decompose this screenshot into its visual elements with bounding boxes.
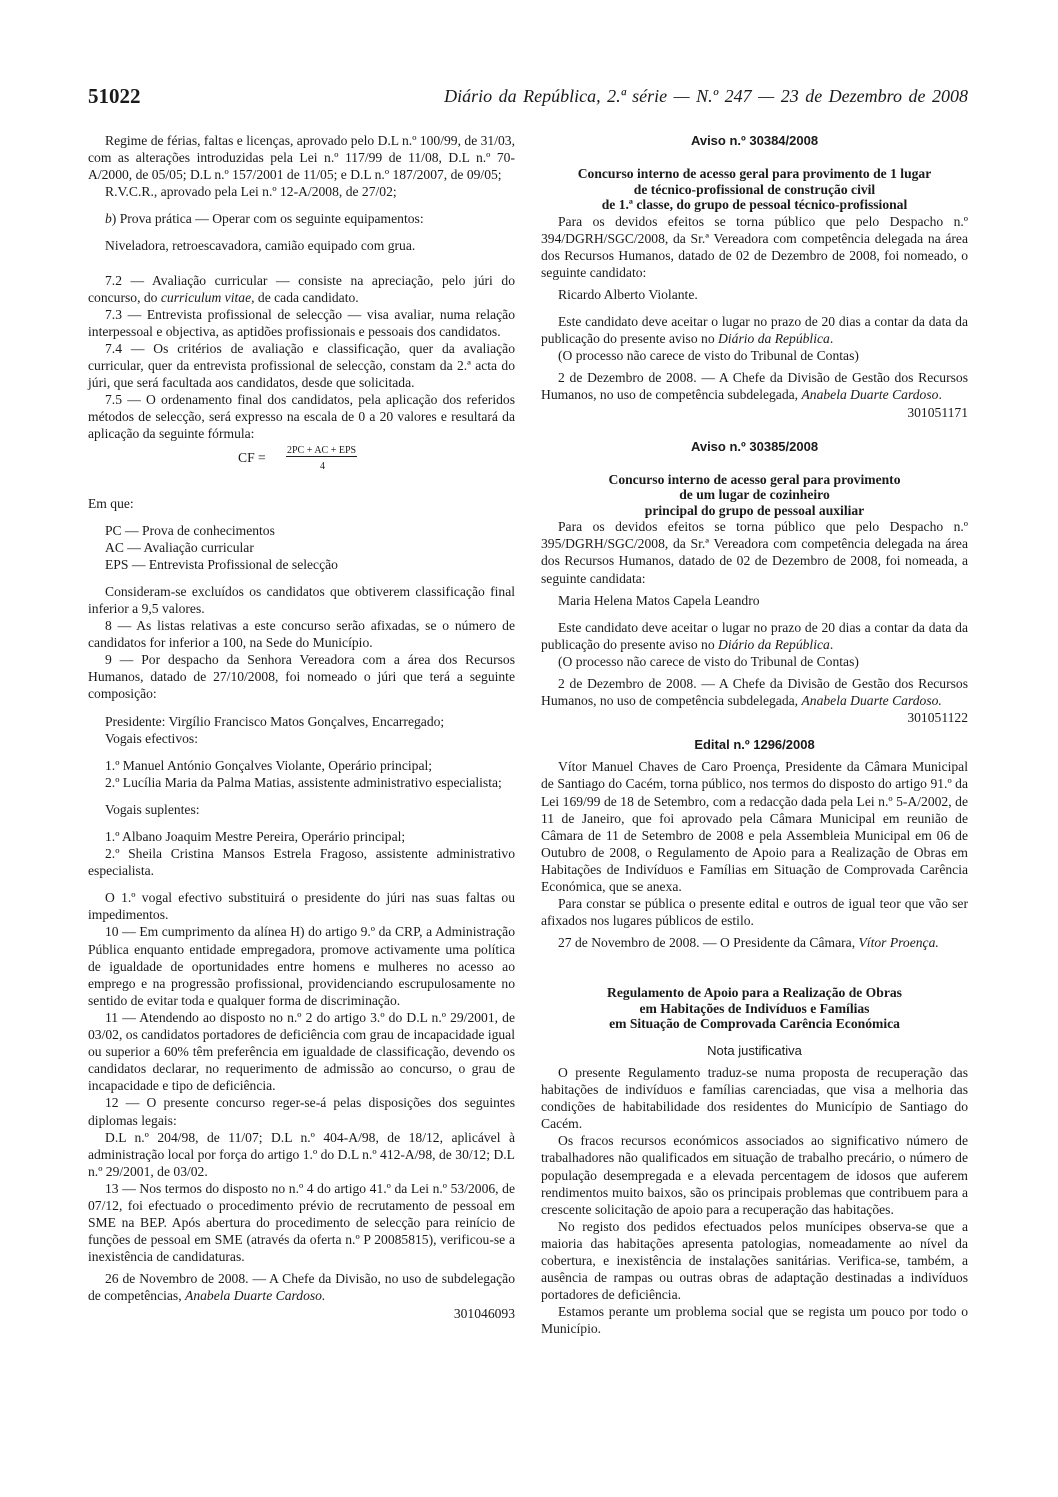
paragraph: 10 — Em cumprimento da alínea H) do artigo 9.º da CRP, a Administração Pública enquanto entidade empregadora, promove activamente uma política de igualdade de oportunidades entre homens e mulheres no acesso ao emprego e na progressão profissional, providenciando escrupulosamente no sentido de evitar toda e qualquer forma de discriminação. bbox=[88, 924, 515, 1008]
item-letter: b bbox=[105, 211, 112, 227]
paragraph: Estamos perante um problema social que se regista um pouco por todo o Município. bbox=[541, 1304, 968, 1337]
regulation-title-line: Regulamento de Apoio para a Realização de Obras bbox=[607, 985, 902, 1001]
paragraph: Para os devidos efeitos se torna público que pelo Despacho n.º 395/DGRH/SGC/2008, da Sr.ª Vereadora com competência delegada na área dos Recursos Humanos, datado de 02 de Dezembro de 2008, foi nomeada, a seguinte candidata: bbox=[541, 519, 968, 586]
aviso-title-line: Concurso interno de acesso geral para provimento de 1 lugar bbox=[577, 166, 932, 182]
aviso-heading: Aviso n.º 30384/2008 bbox=[690, 133, 819, 148]
paragraph: 11 — Atendendo ao disposto no n.º 2 do artigo 3.º do D.L n.º 29/2001, de 03/02, os candidatos portadores de deficiência com grau de incapacidade igual ou superior a 60% têm preferência em igualdade de classificação, devendo os candidatos declarar, no requerimento de admissão ao concurso, o grau de incapacidade e tipo de deficiência. bbox=[88, 1009, 515, 1094]
aviso-heading: Aviso n.º 30385/2008 bbox=[690, 438, 819, 454]
paragraph: (O processo não carece de visto do Tribunal de Contas) bbox=[558, 653, 859, 669]
paragraph: 8 — As listas relativas a este concurso serão afixadas, se o número de candidatos for inferior a 100, na Sede do Município. bbox=[88, 618, 515, 651]
edital-heading: Edital n.º 1296/2008 bbox=[694, 737, 815, 753]
paragraph: 1.º Albano Joaquim Mestre Pereira, Operário principal; bbox=[105, 829, 406, 844]
paragraph: 7.2 — Avaliação curricular — consiste na apreciação, pelo júri do concurso, do curriculum vitae, de cada candidato. bbox=[88, 272, 515, 305]
formula-denominator: 4 bbox=[320, 460, 325, 472]
paragraph: Maria Helena Matos Capela Leandro bbox=[558, 592, 760, 608]
paragraph: Este candidato deve aceitar o lugar no prazo de 20 dias a contar da data da publicação do presente aviso no Diário da República. bbox=[541, 314, 968, 347]
paragraph: Presidente: Virgílio Francisco Matos Gonçalves, Encarregado; bbox=[105, 713, 445, 729]
signature-paragraph: 2 de Dezembro de 2008. — A Chefe da Divisão de Gestão dos Recursos Humanos, no uso de competência subdelegada, Anabela Duarte Cardoso. bbox=[541, 675, 968, 709]
page-number: 51022 bbox=[88, 84, 141, 108]
left-column bbox=[88, 132, 515, 1322]
signature-paragraph: 27 de Novembro de 2008. — O Presidente da Câmara, Vítor Proença. bbox=[558, 935, 939, 951]
list-item: AC — Avaliação curricular bbox=[105, 539, 254, 555]
paragraph: D.L n.º 204/98, de 11/07; D.L n.º 404-A/98, de 18/12, aplicável à administração local por força do artigo 1.º do D.L n.º 412-A/98, de 30/12; D.L n.º 29/2001, de 03/02. bbox=[88, 1129, 515, 1179]
paragraph: 2.º Sheila Cristina Mansos Estrela Fragoso, assistente administrativo especialista. bbox=[88, 846, 515, 879]
paragraph: 1.º Manuel António Gonçalves Violante, Operário principal; bbox=[105, 757, 433, 773]
paragraph: O 1.º vogal efectivo substituirá o presidente do júri nas suas faltas ou impedimentos. bbox=[88, 890, 515, 923]
paragraph: Vogais suplentes: bbox=[105, 801, 200, 817]
paragraph: Niveladora, retroescavadora, camião equipado com grua. bbox=[105, 238, 416, 254]
list-item: PC — Prova de conhecimentos bbox=[105, 522, 275, 538]
paragraph: 7.5 — O ordenamento final dos candidatos, pela aplicação dos referidos métodos de selecção, será expresso na escala de 0 a 20 valores e resultará da aplicação da seguinte fórmula: bbox=[88, 392, 515, 442]
formula bbox=[88, 445, 515, 479]
signature-paragraph: 26 de Novembro de 2008. — A Chefe da Divisão, no uso de subdelegação de competências, Anabela Duarte Cardoso. bbox=[88, 1271, 515, 1304]
regulation-title-line: em Habitações de Indivíduos e Famílias bbox=[639, 1000, 870, 1016]
formula-numerator: 2PC + AC + EPS bbox=[287, 444, 357, 456]
paragraph: Regime de férias, faltas e licenças, aprovado pelo D.L n.º 100/99, de 31/03, com as alterações introduzidas pela Lei n.º 117/99 de 11/08, D.L n.º 70-A/2000, de 05/05; D.L n.º 157/2001 de 11/05; e D.L n.º 187/2007, de 09/05; bbox=[88, 133, 515, 183]
aviso-title-line: de técnico-profissional de construção civil bbox=[633, 181, 876, 197]
aviso-title-line: de um lugar de cozinheiro bbox=[679, 487, 830, 503]
paragraph: 13 — Nos termos do disposto no n.º 4 do artigo 41.º da Lei n.º 53/2006, de 07/12, foi efectuado o procedimento prévio de recrutamento de pessoal em SME na BEP. Após abertura do procedimento de selecção para reinício de funções de pessoal em SME (através da oferta n.º P 20085815), verificou-se a inexistência de candidaturas. bbox=[88, 1180, 515, 1265]
paragraph: Ricardo Alberto Violante. bbox=[558, 286, 698, 302]
document-code: 301051122 bbox=[907, 710, 968, 726]
document-code: 301046093 bbox=[453, 1305, 515, 1321]
paragraph: Para os devidos efeitos se torna público que pelo Despacho n.º 394/DGRH/SGC/2008, da Sr.ª Vereadora com competência delegada na área dos Recursos Humanos, datado de 02 de Dezembro de 2008, foi nomeado, o seguinte candidato: bbox=[541, 213, 968, 280]
signature-paragraph: 2 de Dezembro de 2008. — A Chefe da Divisão de Gestão dos Recursos Humanos, no uso de competência subdelegada, Anabela Duarte Cardoso. bbox=[541, 370, 968, 403]
paragraph: O presente Regulamento traduz-se numa proposta de recuperação das habitações de indivíduos e famílias carenciadas, que visa a melhoria das condições de habitabilidade dos residentes do Município de Santiago do Cacém. bbox=[541, 1064, 968, 1132]
document-code: 301051171 bbox=[907, 404, 968, 420]
aviso-title-line: de 1.ª classe, do grupo de pessoal técnico-profissional bbox=[601, 197, 908, 213]
paragraph: 12 — O presente concurso reger-se-á pelas disposições dos seguintes diplomas legais: bbox=[88, 1095, 515, 1128]
aviso-title-line: principal do grupo de pessoal auxiliar bbox=[644, 502, 865, 518]
formula-lhs: CF = bbox=[238, 449, 266, 465]
paragraph: 7.3 — Entrevista profissional de selecção — visa avaliar, numa relação interpessoal e objectiva, as aptidões profissionais e pessoais dos candidatos. bbox=[88, 306, 515, 339]
paragraph: 2.º Lucília Maria da Palma Matias, assistente administrativo especialista; bbox=[105, 774, 502, 790]
aviso-title-line: Concurso interno de acesso geral para provimento bbox=[608, 471, 901, 487]
paragraph: Este candidato deve aceitar o lugar no prazo de 20 dias a contar da data da publicação do presente aviso no Diário da República. bbox=[541, 619, 968, 652]
paragraph: Em que: bbox=[88, 495, 134, 511]
regulation-title-line: em Situação de Comprovada Carência Económica bbox=[609, 1016, 900, 1032]
publication-header: Diário da República, 2.ª série — N.º 247 — 23 de Dezembro de 2008 bbox=[444, 86, 968, 106]
right-column bbox=[541, 132, 968, 1337]
paragraph: 9 — Por despacho da Senhora Vereadora com a área dos Recursos Humanos, datado de 27/10/2008, foi nomeado o júri que terá a seguinte composição: bbox=[88, 652, 515, 702]
paragraph: Vogais efectivos: bbox=[105, 730, 198, 746]
paragraph: 7.4 — Os critérios de avaliação e classificação, quer da avaliação curricular, quer da entrevista profissional de selecção, constam da 2.ª acta do júri, que será facultada aos candidatos, desde que solicitada. bbox=[88, 340, 515, 391]
paragraph: Consideram-se excluídos os candidatos que obtiverem classificação final inferior a 9,5 valores. bbox=[88, 583, 515, 616]
list-item: EPS — Entrevista Profissional de selecção bbox=[105, 556, 338, 572]
paragraph: Vítor Manuel Chaves de Caro Proença, Presidente da Câmara Municipal de Santiago do Cacém, torna público, nos termos do disposto do artigo 91.º da Lei 169/99 de 18 de Setembro, com a redacção dada pela Lei n.º 5-A/2002, de 11 de Janeiro, que foi aprovado pela Câmara Municipal em reunião de Câmara de 11 de Setembro de 2008 e pela Assembleia Municipal em 06 de Outubro de 2008, o Regulamento de Apoio para a Realização de Obras em Habitações de Indivíduos e Famílias em Situação de Comprovada Carência Económica, que se anexa. bbox=[541, 759, 968, 894]
section-heading: Nota justificativa bbox=[707, 1042, 802, 1058]
paragraph: R.V.C.R., aprovado pela Lei n.º 12-A/2008, de 27/02; bbox=[105, 184, 397, 200]
paragraph: No registo dos pedidos efectuados pelos munícipes observa-se que a maioria das habitações apresenta patologias, nomeadamente ao nível da cobertura, e inexistência de instalações sanitárias. Verifica-se, também, a ausência de rampas ou outras obras de adaptação destinadas a indivíduos portadores de deficiência. bbox=[541, 1218, 968, 1303]
paragraph: b) Prova prática — Operar com os seguinte equipamentos: bbox=[105, 211, 424, 227]
paragraph: Para constar se pública o presente edital e outros de igual teor que vão ser afixados nos lugares públicos de estilo. bbox=[541, 896, 968, 929]
paragraph: (O processo não carece de visto do Tribunal de Contas) bbox=[558, 348, 859, 364]
paragraph: Os fracos recursos económicos associados ao significativo número de trabalhadores não qualificados em situação de trabalho precário, o número de população desempregada e a elevada percentagem de idosos que auferem rendimentos muito baixos, são os principais problemas que contribuem para a crescente solicitação de apoio para a recuperação das habitações. bbox=[541, 1133, 968, 1217]
